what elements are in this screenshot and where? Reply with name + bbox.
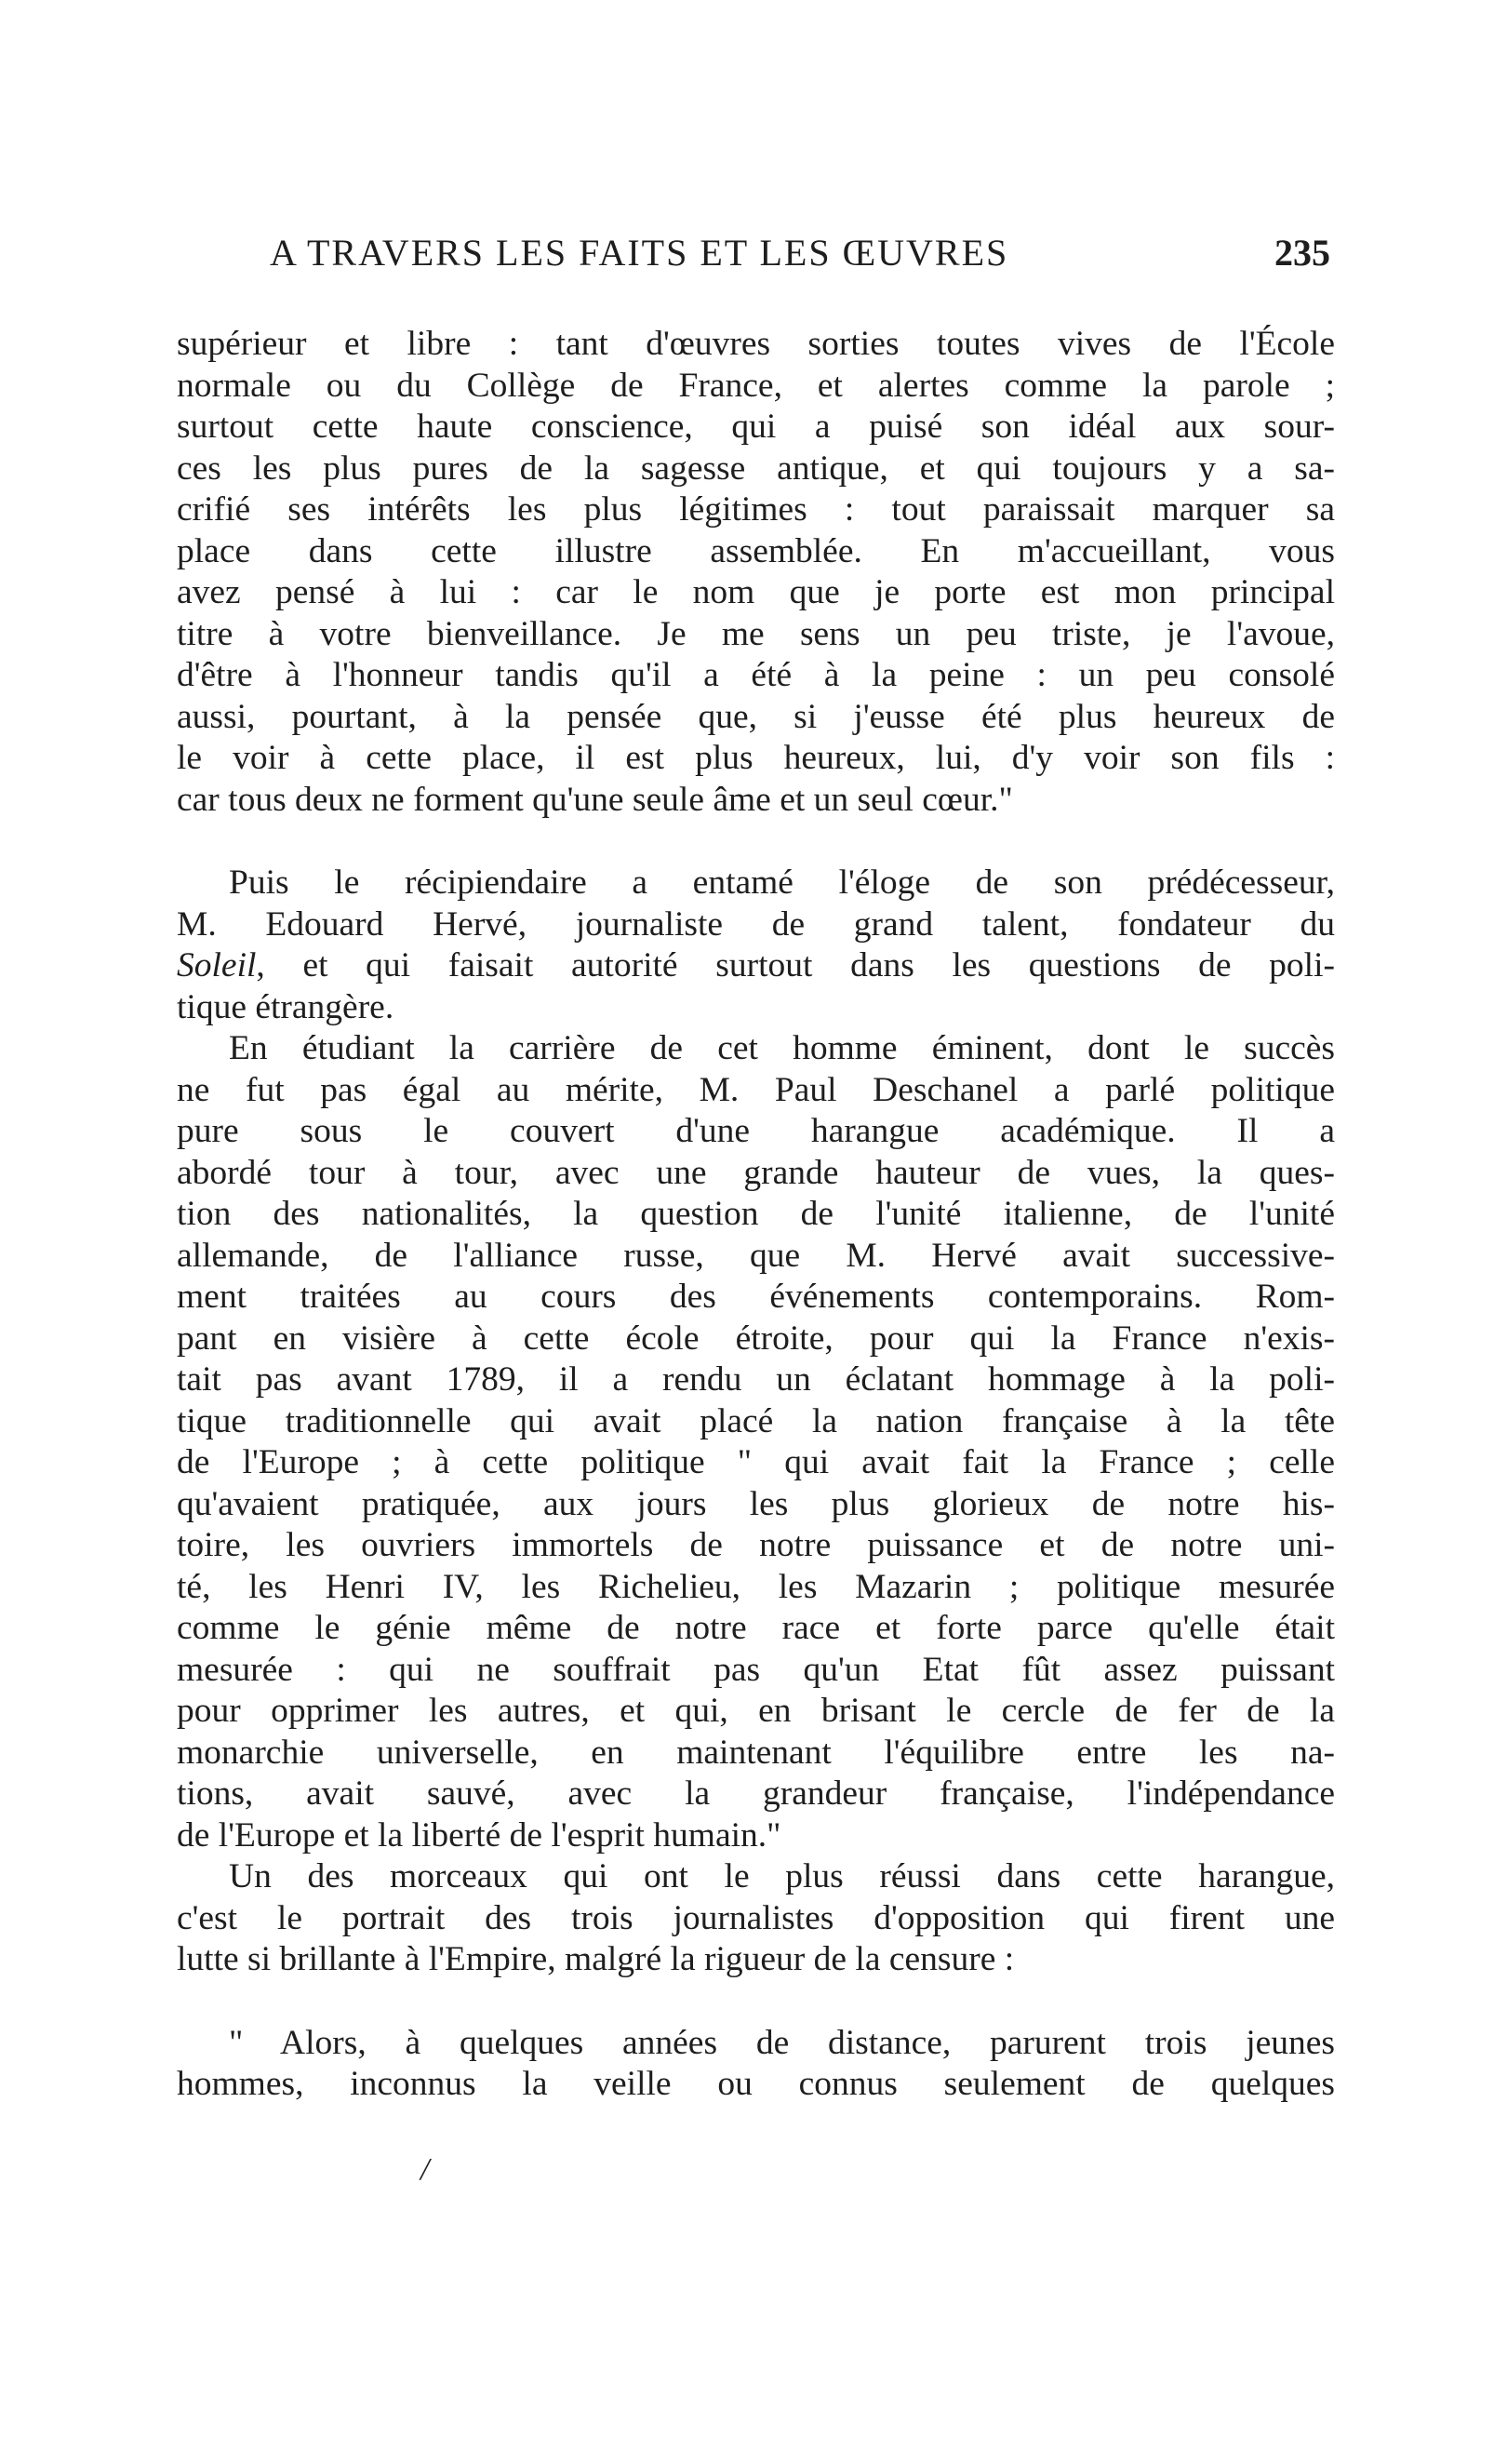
text-line: place dans cette illustre assemblée. En m'accueillant, vous xyxy=(177,531,1335,570)
text-line: tique étrangère. xyxy=(177,987,394,1026)
text-line: c'est le portrait des trois journalistes d'opposition qui firent une xyxy=(177,1898,1335,1937)
text-line: avez pensé à lui : car le nom que je porte est mon principal xyxy=(177,573,1335,611)
newspaper-title: Soleil xyxy=(177,946,257,984)
text-line: pant en visière à cette école étroite, pour qui la France n'exis- xyxy=(177,1319,1335,1358)
text-line: le voir à cette place, il est plus heureux, lui, d'y voir son fils : xyxy=(177,739,1335,777)
text-line: qu'avaient pratiquée, aux jours les plus glorieux de notre his- xyxy=(177,1484,1335,1523)
text-line: tion des nationalités, la question de l'unité italienne, de l'unité xyxy=(177,1195,1335,1233)
text-line: En étudiant la carrière de cet homme éminent, dont le succès xyxy=(229,1029,1335,1067)
text-line: Soleil, et qui faisait autorité surtout dans les questions de poli- xyxy=(177,946,1335,984)
text-line: abordé tour à tour, avec une grande hauteur de vues, la ques- xyxy=(177,1153,1335,1192)
text-line: Un des morceaux qui ont le plus réussi dans cette harangue, xyxy=(229,1857,1335,1895)
text-line: monarchie universelle, en maintenant l'équilibre entre les na- xyxy=(177,1733,1335,1772)
paragraph-gap xyxy=(177,1981,1335,2023)
body-text xyxy=(177,324,1335,2106)
text-line: M. Edouard Hervé, journaliste de grand talent, fondateur du xyxy=(177,904,1335,944)
text-line: pure sous le couvert d'une harangue académique. Il a xyxy=(177,1112,1335,1150)
text-line: allemande, de l'alliance russe, que M. Hervé avait successive- xyxy=(177,1236,1335,1275)
stray-mark: / xyxy=(420,2152,430,2187)
text-line: car tous deux ne forment qu'une seule âme et un seul cœur." xyxy=(177,780,1013,819)
paragraph-gap xyxy=(177,821,1335,863)
text-line: d'être à l'honneur tandis qu'il a été à la peine : un peu consolé xyxy=(177,656,1335,694)
text-line: crifié ses intérêts les plus légitimes : tout paraissait marquer sa xyxy=(177,490,1335,529)
text-line: mesurée : qui ne souffrait pas qu'un Etat fût assez puissant xyxy=(177,1650,1335,1689)
text-line: hommes, inconnus la veille ou connus seulement de quelques xyxy=(177,2065,1335,2103)
text-line: toire, les ouvriers immortels de notre puissance et de notre uni- xyxy=(177,1526,1335,1564)
text-line: aussi, pourtant, à la pensée que, si j'eusse été plus heureux de xyxy=(177,697,1335,736)
running-header xyxy=(270,231,1330,287)
text-line: tions, avait sauvé, avec la grandeur française, l'indépendance xyxy=(177,1774,1335,1813)
text-line: surtout cette haute conscience, qui a puisé son idéal aux sour- xyxy=(177,408,1335,446)
text-line: tique traditionnelle qui avait placé la nation française à la tête xyxy=(177,1401,1335,1440)
text-line: ne fut pas égal au mérite, M. Paul Deschanel a parlé politique xyxy=(177,1070,1335,1109)
text-line: de l'Europe et la liberté de l'esprit humain." xyxy=(177,1815,781,1855)
page-number: 235 xyxy=(1274,232,1330,274)
text-line: té, les Henri IV, les Richelieu, les Mazarin ; politique mesurée xyxy=(177,1567,1335,1606)
text-line: " Alors, à quelques années de distance, parurent trois jeunes xyxy=(229,2023,1335,2062)
text-line: supérieur et libre : tant d'œuvres sorties toutes vives de l'École xyxy=(177,325,1335,363)
text-line: de l'Europe ; à cette politique " qui avait fait la France ; celle xyxy=(177,1443,1335,1481)
text-line: comme le génie même de notre race et forte parce qu'elle était xyxy=(177,1609,1335,1647)
text-line: Puis le récipiendaire a entamé l'éloge de son prédécesseur, xyxy=(229,864,1335,902)
text-line: ment traitées au cours des événements contemporains. Rom- xyxy=(177,1278,1335,1316)
running-title: A TRAVERS LES FAITS ET LES ŒUVRES xyxy=(270,232,1009,274)
text-line: tait pas avant 1789, il a rendu un éclatant hommage à la poli- xyxy=(177,1360,1335,1399)
text-line: lutte si brillante à l'Empire, malgré la rigueur de la censure : xyxy=(177,1940,1015,1978)
text-line: titre à votre bienveillance. Je me sens un peu triste, je l'avoue, xyxy=(177,614,1335,653)
text-line: ces les plus pures de la sagesse antique, et qui toujours y a sa- xyxy=(177,449,1335,488)
text-line: normale ou du Collège de France, et alertes comme la parole ; xyxy=(177,366,1335,405)
text-line: pour opprimer les autres, et qui, en brisant le cercle de fer de la xyxy=(177,1692,1335,1730)
